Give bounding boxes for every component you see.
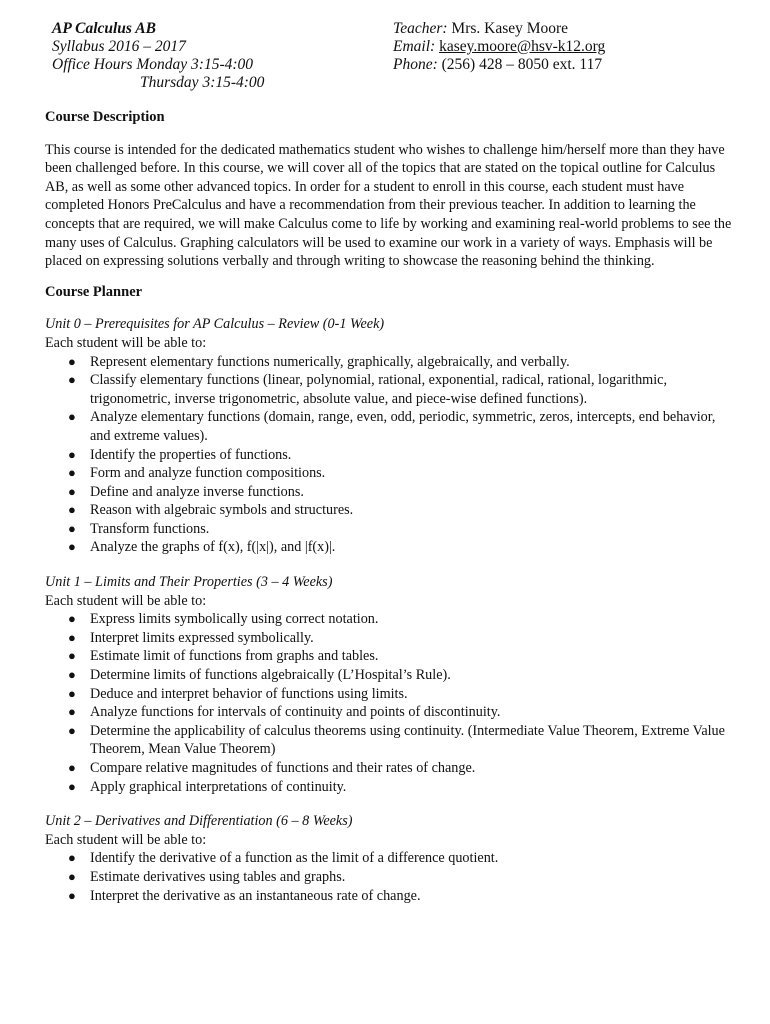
list-item xyxy=(68,887,735,906)
list-item xyxy=(68,703,735,722)
list-item xyxy=(68,501,735,520)
list-item xyxy=(68,685,735,704)
list-item xyxy=(68,446,735,465)
unit-intro: Each student will be able to: xyxy=(45,592,207,609)
objective-text: Interpret the derivative as an instantaneous rate of change. xyxy=(90,887,421,904)
list-item xyxy=(68,849,735,868)
objective-text: Define and analyze inverse functions. xyxy=(90,483,304,500)
bullet-icon: ● xyxy=(68,502,76,518)
list-item xyxy=(68,408,735,445)
phone-line xyxy=(393,56,753,74)
objective-text: Express limits symbolically using correct notation. xyxy=(90,611,379,628)
bullet-icon: ● xyxy=(68,704,76,720)
objective-text: Apply graphical interpretations of continuity. xyxy=(90,778,347,795)
course-header xyxy=(52,20,382,92)
bullet-icon: ● xyxy=(68,887,76,903)
objective-text: Classify elementary functions (linear, polynomial, rational, exponential, radical, rational, logarithmic, trigonometric, inverse trigonometric, absolute value, and piece-wise defined functions). xyxy=(90,372,667,407)
objective-list xyxy=(45,849,735,905)
bullet-icon: ● xyxy=(68,409,76,425)
bullet-icon: ● xyxy=(68,446,76,462)
bullet-icon: ● xyxy=(68,629,76,645)
objective-text: Analyze elementary functions (domain, range, even, odd, periodic, symmetric, zeros, intercepts, end behavior, and extreme values). xyxy=(90,409,716,444)
course-title: AP Calculus AB xyxy=(52,20,156,37)
phone-number: (256) 428 – 8050 ext. 117 xyxy=(441,56,603,73)
unit-intro: Each student will be able to: xyxy=(45,831,207,848)
objective-text: Determine limits of functions algebraically (L’Hospital’s Rule). xyxy=(90,667,451,684)
list-item xyxy=(68,666,735,685)
list-item xyxy=(68,371,735,408)
list-item xyxy=(68,629,735,648)
list-item xyxy=(68,759,735,778)
email-link[interactable]: kasey.moore@hsv-k12.org xyxy=(439,38,606,55)
bullet-icon: ● xyxy=(68,850,76,866)
email-line xyxy=(393,38,753,56)
bullet-icon: ● xyxy=(68,667,76,683)
list-item xyxy=(68,778,735,797)
objective-text: Compare relative magnitudes of functions and their rates of change. xyxy=(90,760,476,776)
objective-text: Deduce and interpret behavior of functions using limits. xyxy=(90,685,408,702)
list-item xyxy=(68,868,735,887)
objective-list xyxy=(45,610,735,796)
bullet-icon: ● xyxy=(68,868,76,884)
bullet-icon: ● xyxy=(68,648,76,664)
list-item xyxy=(68,538,735,557)
objective-text: Analyze functions for intervals of continuity and points of discontinuity. xyxy=(90,704,501,721)
bullet-icon: ● xyxy=(68,465,76,481)
objective-text: Interpret limits expressed symbolically. xyxy=(90,629,314,646)
unit-intro: Each student will be able to: xyxy=(45,334,207,351)
bullet-icon: ● xyxy=(68,611,76,627)
teacher-contact xyxy=(393,20,753,74)
syllabus-year: Syllabus 2016 – 2017 xyxy=(52,38,186,55)
list-item xyxy=(68,722,735,759)
objective-text: Form and analyze function compositions. xyxy=(90,465,326,482)
phone-label: Phone: xyxy=(393,56,438,73)
list-item xyxy=(68,520,735,539)
syllabus-content xyxy=(45,108,735,905)
objective-text: Estimate derivatives using tables and graphs. xyxy=(90,868,346,885)
objective-list xyxy=(45,353,735,558)
office-hours-monday: Office Hours Monday 3:15-4:00 xyxy=(52,56,254,73)
objective-text: Determine the applicability of calculus theorems using continuity. (Intermediate Value Theorem, Extreme Value Theorem, Mean Value Theorem) xyxy=(90,722,725,758)
list-item xyxy=(68,464,735,483)
bullet-icon: ● xyxy=(68,483,76,499)
bullet-icon: ● xyxy=(68,722,76,738)
bullet-icon: ● xyxy=(68,372,76,388)
teacher-label: Teacher: xyxy=(393,20,448,37)
objective-text: Identify the derivative of a function as the limit of a difference quotient. xyxy=(90,850,499,867)
unit-title: Unit 0 – Prerequisites for AP Calculus – Review (0-1 Week) xyxy=(45,316,385,333)
course-description-heading: Course Description xyxy=(45,109,165,125)
objective-text: Identify the properties of functions. xyxy=(90,446,292,463)
course-planner-units xyxy=(45,315,735,905)
list-item xyxy=(68,353,735,372)
bullet-icon: ● xyxy=(68,760,76,775)
bullet-icon: ● xyxy=(68,520,76,536)
unit-title: Unit 1 – Limits and Their Properties (3 – 4 Weeks) xyxy=(45,574,333,591)
teacher-name: Mrs. Kasey Moore xyxy=(451,20,569,37)
objective-text: Transform functions. xyxy=(90,520,210,537)
list-item xyxy=(68,483,735,502)
list-item xyxy=(68,647,735,666)
email-label: Email: xyxy=(393,38,436,55)
unit-title: Unit 2 – Derivatives and Differentiation (6 – 8 Weeks) xyxy=(45,813,353,830)
teacher-line xyxy=(393,20,753,38)
course-planner-heading: Course Planner xyxy=(45,283,143,300)
objective-text: Estimate limit of functions from graphs and tables. xyxy=(90,648,379,665)
bullet-icon: ● xyxy=(68,353,76,369)
bullet-icon: ● xyxy=(68,778,76,794)
course-description-text: This course is intended for the dedicated mathematics student who wishes to challenge him/herself more than they have been challenged before. In this course, we will cover all of the topics that are stated on the topical outline for Calculus AB, as well as some other advanced topics. In order for a student to enroll in this course, each student must have completed Honors PreCalculus and have a recommendation from their previous teacher. In addition to learning the concepts that are required, we will make Calculus come to life by working and examining real-world problems to see the many uses of Calculus. Graphing calculators will be used to examine our work in a variety of ways. Emphasis will be placed on expressing solutions verbally and through writing to showcase the reasoning behind the thinking. xyxy=(45,141,732,270)
office-hours-thursday: Thursday 3:15-4:00 xyxy=(140,74,265,91)
bullet-icon: ● xyxy=(68,539,76,555)
bullet-icon: ● xyxy=(68,685,76,701)
list-item xyxy=(68,610,735,629)
objective-text: Analyze the graphs of f(x), f(|x|), and |f(x)|. xyxy=(90,539,336,556)
objective-text: Represent elementary functions numerically, graphically, algebraically, and verbally. xyxy=(90,353,570,370)
objective-text: Reason with algebraic symbols and structures. xyxy=(90,502,354,519)
